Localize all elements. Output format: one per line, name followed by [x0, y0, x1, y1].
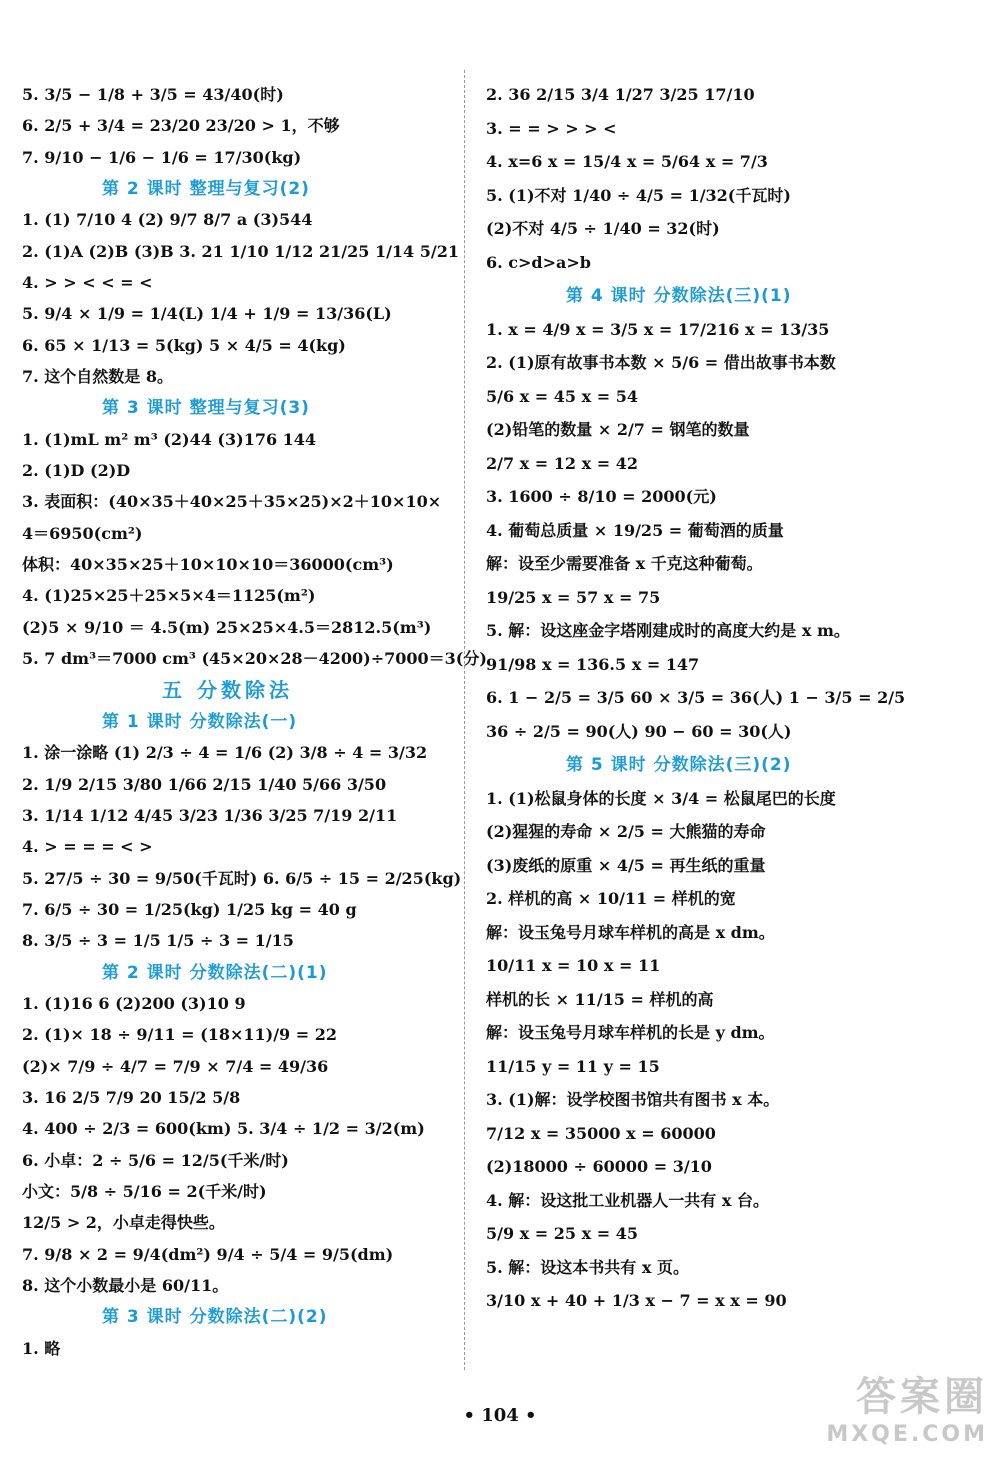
answer-line: 1. 略 — [22, 1339, 61, 1358]
answer-line: 4. (1)25×25＋25×5×4＝1125(m²) — [22, 586, 316, 605]
answer-line: 19/25 x = 57 x = 75 — [486, 588, 661, 607]
answer-line: 小文：5/8 ÷ 5/16 = 2(千米/时) — [22, 1182, 267, 1201]
answer-line: 3. 1600 ÷ 8/10 = 2000(元) — [486, 487, 717, 506]
lesson-heading: 第 3 课时 整理与复习(3) — [102, 398, 310, 418]
answer-line: 7. 9/10 − 1/6 − 1/6 = 17/30(kg) — [22, 148, 302, 167]
answer-line: (2)不对 4/5 ÷ 1/40 = 32(时) — [486, 219, 720, 238]
answer-line: 7. 这个自然数是 8。 — [22, 367, 173, 386]
answer-line: 4. x=6 x = 15/4 x = 5/64 x = 7/3 — [486, 152, 768, 171]
answer-line: 2/7 x = 12 x = 42 — [486, 454, 638, 473]
answer-line: (2)× 7/9 ÷ 4/7 = 7/9 × 7/4 = 49/36 — [22, 1057, 329, 1076]
answer-line: 5. 7 dm³＝7000 cm³ (45×20×28－4200)÷7000＝3(分) — [22, 649, 487, 668]
answer-line: 3. 1/14 1/12 4/45 3/23 1/36 3/25 7/19 2/11 — [22, 806, 398, 825]
answer-line: 1. (1)16 6 (2)200 (3)10 9 — [22, 994, 246, 1013]
answer-line: 1. (1) 7/10 4 (2) 9/7 8/7 a (3)544 — [22, 210, 313, 229]
answer-line: 6. 65 × 1/13 = 5(kg) 5 × 4/5 = 4(kg) — [22, 336, 346, 355]
answer-line: 4. > = = = < > — [22, 837, 153, 856]
answer-line: 2. (1)D (2)D — [22, 461, 131, 480]
answer-line: (2)猩猩的寿命 × 2/5 = 大熊猫的寿命 — [486, 822, 766, 841]
answer-line: 3. (1)解：设学校图书馆共有图书 x 本。 — [486, 1090, 780, 1109]
lesson-heading: 第 2 课时 分数除法(二)(1) — [102, 963, 328, 983]
answer-line: 6. c>d>a>b — [486, 253, 591, 272]
answer-line: 5. 9/4 × 1/9 = 1/4(L) 1/4 + 1/9 = 13/36(L) — [22, 304, 392, 323]
watermark — [826, 1365, 988, 1447]
answer-line: 1. (1)松鼠身体的长度 × 3/4 = 松鼠尾巴的长度 — [486, 789, 836, 808]
answer-line: 样机的长 × 11/15 = 样机的高 — [486, 990, 714, 1009]
answer-line: 6. 1 − 2/5 = 3/5 60 × 3/5 = 36(人) 1 − 3/5 = 2/5 — [486, 688, 906, 707]
answer-line: 2. 1/9 2/15 3/80 1/66 2/15 1/40 5/66 3/50 — [22, 775, 387, 794]
answer-line: 12/5 > 2，小卓走得快些。 — [22, 1213, 225, 1232]
answer-line: 11/15 y = 11 y = 15 — [486, 1057, 660, 1076]
lesson-heading: 第 3 课时 分数除法(二)(2) — [102, 1307, 328, 1327]
answer-line: 5. 解：设这座金字塔刚建成时的高度大约是 x m。 — [486, 621, 850, 640]
answer-line: 8. 这个小数最小是 60/11。 — [22, 1276, 229, 1295]
answer-line: 解：设玉兔号月球车样机的高是 x dm。 — [486, 923, 775, 942]
answer-line: (2)18000 ÷ 60000 = 3/10 — [486, 1157, 712, 1176]
answer-line: 5. (1)不对 1/40 ÷ 4/5 = 1/32(千瓦时) — [486, 186, 791, 205]
answer-line: 1. (1)mL m² m³ (2)44 (3)176 144 — [22, 430, 317, 449]
answer-line: 2. (1)× 18 ÷ 9/11 = (18×11)/9 = 22 — [22, 1025, 337, 1044]
answer-line: 3. 16 2/5 7/9 20 15/2 5/8 — [22, 1088, 241, 1107]
answer-line: 4. 400 ÷ 2/3 = 600(km) 5. 3/4 ÷ 1/2 = 3/2(m) — [22, 1119, 425, 1138]
answer-line: 91/98 x = 136.5 x = 147 — [486, 655, 700, 674]
column-divider — [464, 70, 465, 1370]
answer-line: 体积：40×35×25＋10×10×10＝36000(cm³) — [22, 555, 394, 574]
answer-line: 5/6 x = 45 x = 54 — [486, 387, 638, 406]
lesson-heading: 第 4 课时 分数除法(三)(1) — [566, 286, 792, 306]
lesson-heading: 第 5 课时 分数除法(三)(2) — [566, 755, 792, 775]
answer-line: 2. (1)A (2)B (3)B 3. 21 1/10 1/12 21/25 1/14 5/21 — [22, 242, 459, 261]
answer-line: 2. (1)原有故事书本数 × 5/6 = 借出故事书本数 — [486, 353, 836, 372]
page-number: • 104 • — [463, 1405, 537, 1426]
lesson-heading: 第 2 课时 整理与复习(2) — [102, 179, 310, 199]
answer-line: 4. 解：设这批工业机器人一共有 x 台。 — [486, 1191, 769, 1210]
answer-line: 1. 涂一涂略 (1) 2/3 ÷ 4 = 1/6 (2) 3/8 ÷ 4 = 3/32 — [22, 743, 428, 762]
answer-line: 5. 3/5 − 1/8 + 3/5 = 43/40(时) — [22, 85, 284, 104]
answer-line: 5/9 x = 25 x = 45 — [486, 1224, 638, 1243]
answer-line: 6. 小卓：2 ÷ 5/6 = 12/5(千米/时) — [22, 1151, 289, 1170]
answer-line: 1. x = 4/9 x = 3/5 x = 17/216 x = 13/35 — [486, 320, 830, 339]
answer-line: 3. 表面积：(40×35＋40×25＋35×25)×2＋10×10× — [22, 492, 442, 511]
answer-line: 3. = = > > > < — [486, 119, 617, 138]
answer-line: 解：设至少需要准备 x 千克这种葡萄。 — [486, 554, 763, 573]
answer-line: 8. 3/5 ÷ 3 = 1/5 1/5 ÷ 3 = 1/15 — [22, 931, 294, 950]
answer-line: 4. 葡萄总质量 × 19/25 = 葡萄酒的质量 — [486, 521, 784, 540]
watermark-logo-text: 答案圈 — [856, 1374, 988, 1420]
answer-line: 2. 36 2/15 3/4 1/27 3/25 17/10 — [486, 85, 755, 104]
chapter-title: 五 分数除法 — [162, 678, 293, 702]
answer-line: 5. 解：设这本书共有 x 页。 — [486, 1258, 689, 1277]
answer-line: 2. 样机的高 × 10/11 = 样机的宽 — [486, 889, 736, 908]
answer-line: 解：设玉兔号月球车样机的长是 y dm。 — [486, 1023, 775, 1042]
answer-line: 7. 6/5 ÷ 30 = 1/25(kg) 1/25 kg = 40 g — [22, 900, 357, 919]
answer-line: 4＝6950(cm²) — [22, 524, 143, 543]
answer-line: 7/12 x = 35000 x = 60000 — [486, 1124, 716, 1143]
answer-line: (2)铅笔的数量 × 2/7 = 钢笔的数量 — [486, 420, 750, 439]
watermark-url: MXQE.COM — [826, 1422, 988, 1447]
answer-line: 36 ÷ 2/5 = 90(人) 90 − 60 = 30(人) — [486, 722, 792, 741]
answer-line: 5. 27/5 ÷ 30 = 9/50(千瓦时) 6. 6/5 ÷ 15 = 2/25(kg) — [22, 869, 462, 888]
answer-line: (2)5 × 9/10 ＝ 4.5(m) 25×25×4.5＝2812.5(m³) — [22, 618, 432, 637]
answer-line: 6. 2/5 + 3/4 = 23/20 23/20 > 1，不够 — [22, 116, 340, 135]
answer-line: 3/10 x + 40 + 1/3 x − 7 = x x = 90 — [486, 1291, 787, 1310]
answer-line: (3)废纸的原重 × 4/5 = 再生纸的重量 — [486, 856, 766, 875]
answer-line: 10/11 x = 10 x = 11 — [486, 956, 661, 975]
answer-line: 4. > > < < = < — [22, 273, 153, 292]
answer-line: 7. 9/8 × 2 = 9/4(dm²) 9/4 ÷ 5/4 = 9/5(dm) — [22, 1245, 394, 1264]
lesson-heading: 第 1 课时 分数除法(一) — [102, 712, 298, 732]
